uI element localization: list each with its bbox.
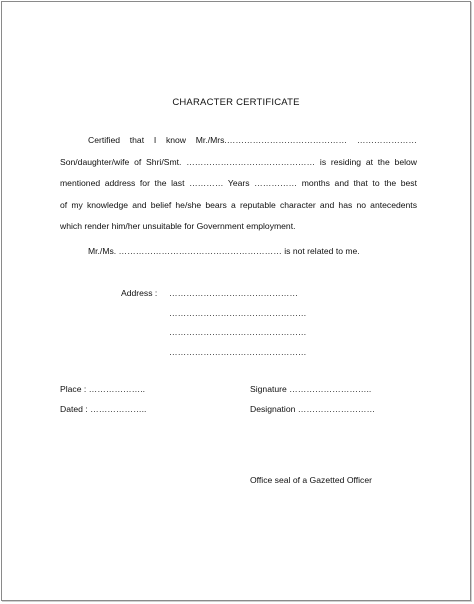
address-label: Address : xyxy=(121,288,158,298)
address-line-3: ………………………………………… xyxy=(169,327,307,337)
signature-field: Signature ……………………….. xyxy=(250,384,372,394)
certification-paragraph xyxy=(60,130,417,238)
relation-statement: Mr./Ms. ………………………………………………… is not related to me. xyxy=(88,246,360,256)
certificate-page xyxy=(1,1,471,601)
body-line-2: Son/daughter/wife of Shri/Smt. ……………………………………… is residing at the below xyxy=(60,156,417,167)
address-line-1: ……………………………………… xyxy=(169,288,298,298)
address-line-2: ………………………………………… xyxy=(169,308,307,318)
page-title: CHARACTER CERTIFICATE xyxy=(172,97,300,108)
dated-field: Dated : ……………….. xyxy=(60,404,147,414)
body-line-5: which render him/her unsuitable for Government employment. xyxy=(60,221,296,231)
body-line-4: of my knowledge and belief he/she bears a reputable character and has no antecedents xyxy=(60,199,417,210)
office-seal-caption: Office seal of a Gazetted Officer xyxy=(250,475,372,485)
designation-field: Designation ……………………… xyxy=(250,404,376,414)
body-line-3: mentioned address for the last ………… Years …………… months and that to the best xyxy=(60,178,417,188)
address-line-4: ………………………………………… xyxy=(169,347,307,357)
place-field: Place : ……………….. xyxy=(60,384,145,394)
body-line-1: Certified that I know Mr./Mrs.…………………………………… ………………… xyxy=(88,135,417,145)
